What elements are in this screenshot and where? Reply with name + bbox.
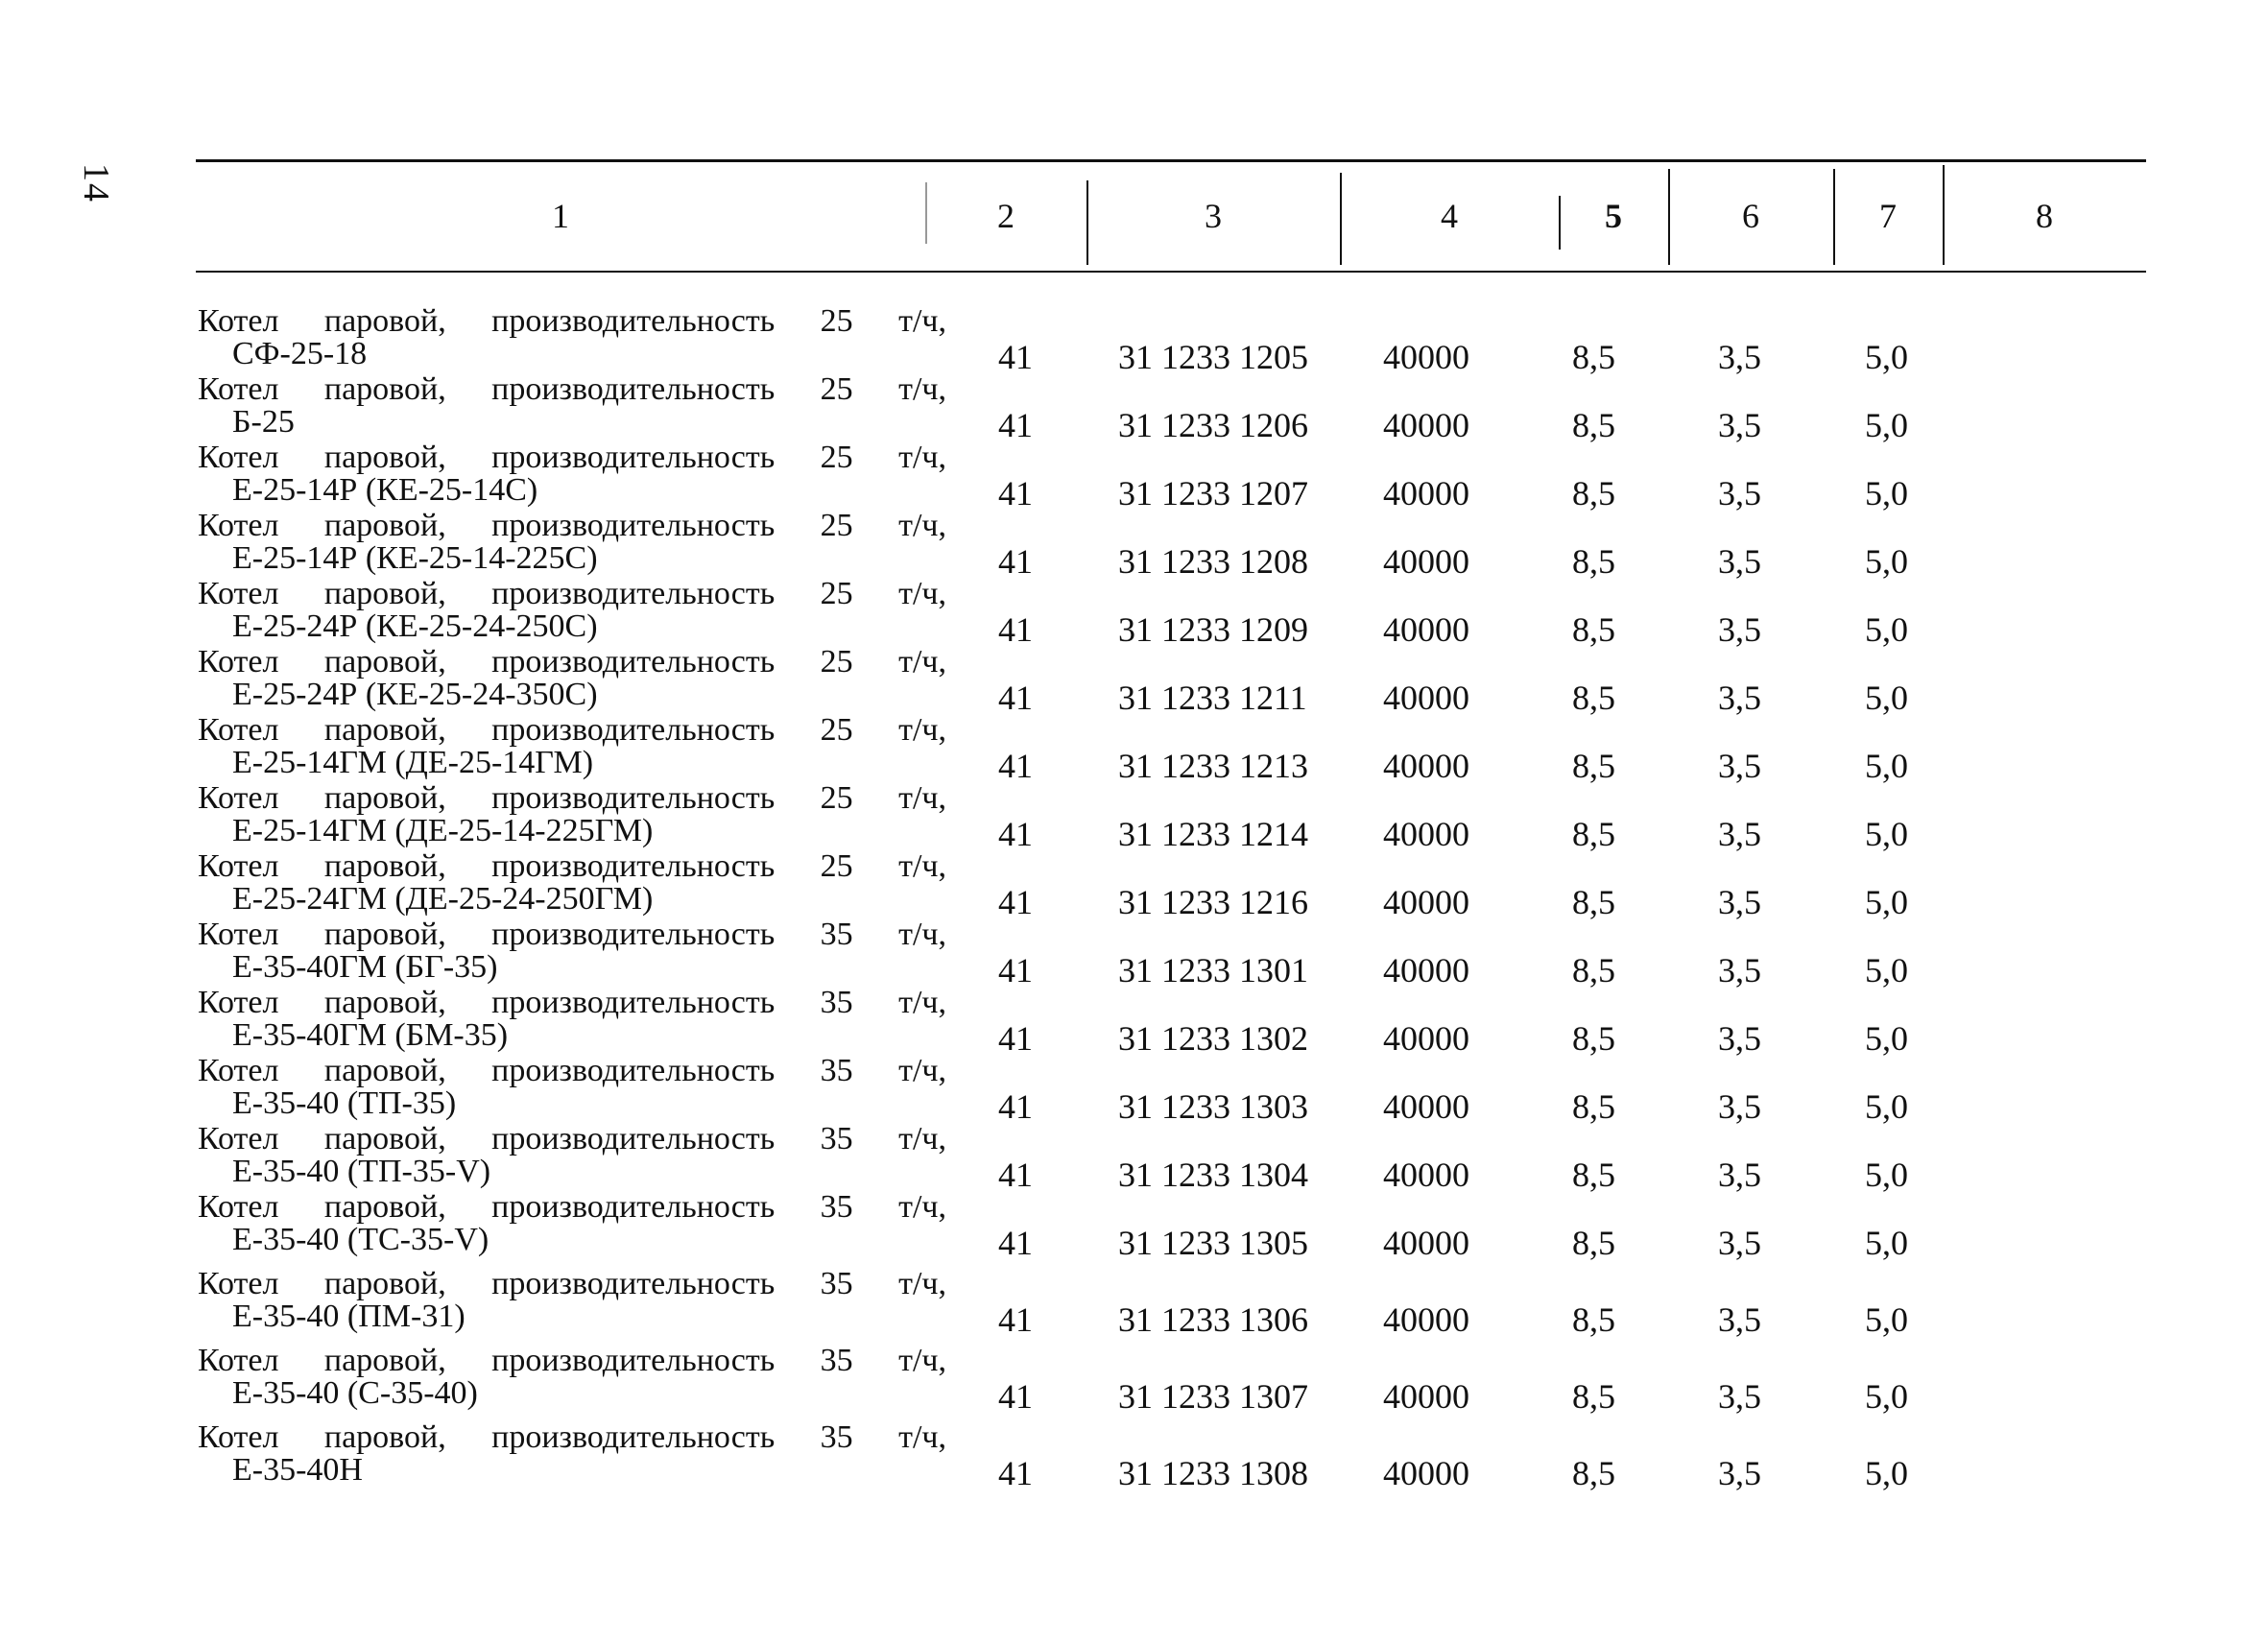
cell-col-3: 31 1233 1208 — [1118, 542, 1308, 581]
boiler-description: Котел паровой, производительность 25 т/ч, Е-25-24ГМ (ДЕ-25-24-250ГМ) — [198, 848, 946, 917]
table-row — [0, 1419, 2268, 1492]
cell-col-7: 5,0 — [1865, 951, 1908, 989]
table-row — [0, 712, 2268, 785]
cell-col-7: 5,0 — [1865, 1377, 1908, 1416]
boiler-description: Котел паровой, производительность 35 т/ч, Е-35-40ГМ (БМ-35) — [198, 985, 946, 1053]
table-row — [0, 576, 2268, 649]
header-col-2: 2 — [997, 197, 1015, 235]
cell-col-4: 40000 — [1383, 747, 1469, 785]
cell-col-3: 31 1233 1305 — [1118, 1224, 1308, 1262]
cell-col-6: 3,5 — [1718, 1087, 1761, 1126]
boiler-description: Котел паровой, производительность 25 т/ч, Е-25-24Р (КЕ-25-24-250С) — [198, 576, 946, 644]
cell-col-2: 41 — [998, 1087, 1033, 1126]
cell-col-6: 3,5 — [1718, 406, 1761, 444]
cell-col-7: 5,0 — [1865, 1224, 1908, 1262]
cell-col-2: 41 — [998, 747, 1033, 785]
cell-col-2: 41 — [998, 951, 1033, 989]
cell-col-7: 5,0 — [1865, 815, 1908, 853]
table-row — [0, 1266, 2268, 1339]
table-header-bottom-rule — [196, 271, 2146, 273]
boiler-description: Котел паровой, производительность 35 т/ч, Е-35-40ГМ (БГ-35) — [198, 917, 946, 985]
table-row — [0, 1053, 2268, 1126]
cell-col-3: 31 1233 1304 — [1118, 1156, 1308, 1194]
cell-col-5: 8,5 — [1572, 1224, 1615, 1262]
cell-col-3: 31 1233 1211 — [1118, 679, 1307, 717]
table-row — [0, 780, 2268, 853]
cell-col-2: 41 — [998, 1377, 1033, 1416]
table-row — [0, 1189, 2268, 1262]
table-row — [0, 985, 2268, 1058]
cell-col-3: 31 1233 1308 — [1118, 1454, 1308, 1492]
cell-col-6: 3,5 — [1718, 679, 1761, 717]
boiler-description: Котел паровой, производительность 35 т/ч, Е-35-40 (ТС-35-V) — [198, 1189, 946, 1257]
cell-col-2: 41 — [998, 1300, 1033, 1339]
cell-col-6: 3,5 — [1718, 542, 1761, 581]
cell-col-7: 5,0 — [1865, 338, 1908, 376]
cell-col-4: 40000 — [1383, 1156, 1469, 1194]
cell-col-7: 5,0 — [1865, 679, 1908, 717]
boiler-description: Котел паровой, производительность 35 т/ч, Е-35-40 (ПМ-31) — [198, 1266, 946, 1334]
cell-col-3: 31 1233 1207 — [1118, 474, 1308, 513]
cell-col-4: 40000 — [1383, 542, 1469, 581]
cell-col-2: 41 — [998, 406, 1033, 444]
cell-col-6: 3,5 — [1718, 1377, 1761, 1416]
cell-col-4: 40000 — [1383, 951, 1469, 989]
cell-col-7: 5,0 — [1865, 1300, 1908, 1339]
boiler-description: Котел паровой, производительность 25 т/ч, Е-25-14Р (КЕ-25-14-225С) — [198, 508, 946, 576]
cell-col-2: 41 — [998, 815, 1033, 853]
cell-col-3: 31 1233 1307 — [1118, 1377, 1308, 1416]
cell-col-2: 41 — [998, 474, 1033, 513]
cell-col-6: 3,5 — [1718, 1300, 1761, 1339]
cell-col-4: 40000 — [1383, 679, 1469, 717]
cell-col-5: 8,5 — [1572, 679, 1615, 717]
boiler-description: Котел паровой, производительность 35 т/ч, Е-35-40 (С-35-40) — [198, 1343, 946, 1411]
table-row — [0, 440, 2268, 513]
cell-col-5: 8,5 — [1572, 406, 1615, 444]
cell-col-3: 31 1233 1303 — [1118, 1087, 1308, 1126]
cell-col-2: 41 — [998, 338, 1033, 376]
cell-col-5: 8,5 — [1572, 747, 1615, 785]
cell-col-6: 3,5 — [1718, 1156, 1761, 1194]
cell-col-3: 31 1233 1206 — [1118, 406, 1308, 444]
cell-col-5: 8,5 — [1572, 1087, 1615, 1126]
cell-col-4: 40000 — [1383, 1224, 1469, 1262]
cell-col-5: 8,5 — [1572, 1454, 1615, 1492]
cell-col-3: 31 1233 1214 — [1118, 815, 1308, 853]
cell-col-5: 8,5 — [1572, 883, 1615, 921]
header-col-3: 3 — [1205, 197, 1222, 235]
cell-col-5: 8,5 — [1572, 815, 1615, 853]
cell-col-2: 41 — [998, 883, 1033, 921]
cell-col-4: 40000 — [1383, 406, 1469, 444]
header-col-6: 6 — [1742, 197, 1759, 235]
cell-col-6: 3,5 — [1718, 1224, 1761, 1262]
cell-col-7: 5,0 — [1865, 747, 1908, 785]
boiler-description: Котел паровой, производительность 35 т/ч, Е-35-40 (ТП-35) — [198, 1053, 946, 1121]
cell-col-7: 5,0 — [1865, 1019, 1908, 1058]
cell-col-4: 40000 — [1383, 1019, 1469, 1058]
cell-col-4: 40000 — [1383, 1300, 1469, 1339]
cell-col-4: 40000 — [1383, 815, 1469, 853]
header-col-5: 5 — [1605, 197, 1622, 235]
cell-col-3: 31 1233 1301 — [1118, 951, 1308, 989]
boiler-description: Котел паровой, производительность 35 т/ч, Е-35-40Н — [198, 1419, 946, 1488]
table-row — [0, 1121, 2268, 1194]
cell-col-3: 31 1233 1205 — [1118, 338, 1308, 376]
table-row — [0, 303, 2268, 376]
table-row — [0, 917, 2268, 989]
cell-col-6: 3,5 — [1718, 951, 1761, 989]
header-col-1: 1 — [552, 197, 569, 235]
cell-col-4: 40000 — [1383, 1087, 1469, 1126]
cell-col-2: 41 — [998, 1156, 1033, 1194]
cell-col-4: 40000 — [1383, 610, 1469, 649]
cell-col-7: 5,0 — [1865, 406, 1908, 444]
cell-col-5: 8,5 — [1572, 1377, 1615, 1416]
cell-col-6: 3,5 — [1718, 747, 1761, 785]
cell-col-2: 41 — [998, 1454, 1033, 1492]
cell-col-2: 41 — [998, 1224, 1033, 1262]
header-col-8: 8 — [2036, 197, 2053, 235]
cell-col-3: 31 1233 1216 — [1118, 883, 1308, 921]
boiler-description: Котел паровой, производительность 25 т/ч, СФ-25-18 — [198, 303, 946, 371]
table-row — [0, 644, 2268, 717]
cell-col-7: 5,0 — [1865, 610, 1908, 649]
header-col-4: 4 — [1441, 197, 1458, 235]
cell-col-2: 41 — [998, 610, 1033, 649]
boiler-description: Котел паровой, производительность 25 т/ч, Е-25-14ГМ (ДЕ-25-14ГМ) — [198, 712, 946, 780]
header-col-7: 7 — [1879, 197, 1897, 235]
cell-col-4: 40000 — [1383, 338, 1469, 376]
cell-col-7: 5,0 — [1865, 883, 1908, 921]
cell-col-5: 8,5 — [1572, 1300, 1615, 1339]
cell-col-5: 8,5 — [1572, 610, 1615, 649]
cell-col-2: 41 — [998, 542, 1033, 581]
cell-col-7: 5,0 — [1865, 1087, 1908, 1126]
cell-col-5: 8,5 — [1572, 951, 1615, 989]
cell-col-4: 40000 — [1383, 474, 1469, 513]
cell-col-2: 41 — [998, 1019, 1033, 1058]
boiler-description: Котел паровой, производительность 25 т/ч, Б-25 — [198, 371, 946, 440]
cell-col-2: 41 — [998, 679, 1033, 717]
boiler-description: Котел паровой, производительность 25 т/ч, Е-25-24Р (КЕ-25-24-350С) — [198, 644, 946, 712]
cell-col-5: 8,5 — [1572, 338, 1615, 376]
cell-col-6: 3,5 — [1718, 338, 1761, 376]
cell-col-6: 3,5 — [1718, 1454, 1761, 1492]
cell-col-5: 8,5 — [1572, 1156, 1615, 1194]
cell-col-6: 3,5 — [1718, 1019, 1761, 1058]
table-row — [0, 371, 2268, 444]
boiler-description: Котел паровой, производительность 25 т/ч, Е-25-14ГМ (ДЕ-25-14-225ГМ) — [198, 780, 946, 848]
cell-col-5: 8,5 — [1572, 542, 1615, 581]
cell-col-6: 3,5 — [1718, 883, 1761, 921]
cell-col-4: 40000 — [1383, 1377, 1469, 1416]
cell-col-5: 8,5 — [1572, 1019, 1615, 1058]
cell-col-3: 31 1233 1209 — [1118, 610, 1308, 649]
table-row — [0, 848, 2268, 921]
cell-col-3: 31 1233 1302 — [1118, 1019, 1308, 1058]
cell-col-6: 3,5 — [1718, 815, 1761, 853]
table-row — [0, 508, 2268, 581]
cell-col-3: 31 1233 1306 — [1118, 1300, 1308, 1339]
cell-col-6: 3,5 — [1718, 474, 1761, 513]
cell-col-4: 40000 — [1383, 1454, 1469, 1492]
cell-col-7: 5,0 — [1865, 474, 1908, 513]
cell-col-6: 3,5 — [1718, 610, 1761, 649]
cell-col-4: 40000 — [1383, 883, 1469, 921]
cell-col-7: 5,0 — [1865, 1156, 1908, 1194]
cell-col-5: 8,5 — [1572, 474, 1615, 513]
boiler-description: Котел паровой, производительность 25 т/ч, Е-25-14Р (КЕ-25-14С) — [198, 440, 946, 508]
table-row — [0, 1343, 2268, 1416]
boiler-description: Котел паровой, производительность 35 т/ч, Е-35-40 (ТП-35-V) — [198, 1121, 946, 1189]
table-header — [0, 161, 2268, 271]
cell-col-7: 5,0 — [1865, 542, 1908, 581]
page-number: 14 — [76, 163, 116, 203]
cell-col-7: 5,0 — [1865, 1454, 1908, 1492]
cell-col-3: 31 1233 1213 — [1118, 747, 1308, 785]
